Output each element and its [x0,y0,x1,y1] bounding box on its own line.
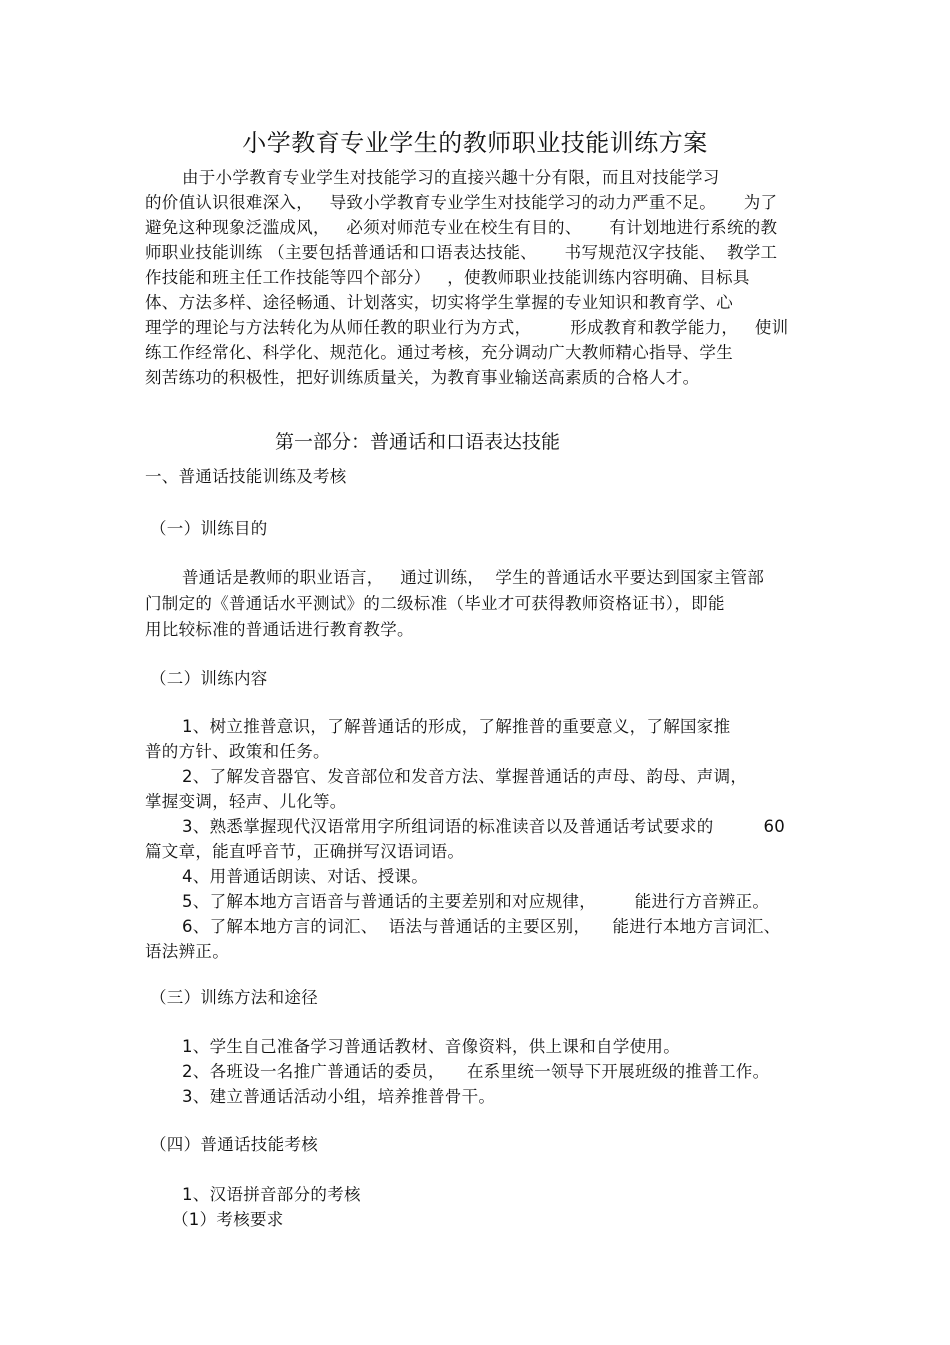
purpose-line-3: 用比较标准的普通话进行教育教学。 [145,620,414,639]
content-line-9: 6、了解本地方言的词汇、 语法与普通话的主要区别， 能进行本地方言词汇、 [182,917,781,936]
content-line-2: 普的方针、政策和任务。 [145,742,330,761]
content-line-7: 4、用普通话朗读、对话、授课。 [182,867,428,886]
assessment-line-2: （1）考核要求 [172,1210,284,1229]
methods-line-2: 2、各班设一名推广普通话的委员， 在系里统一领导下开展班级的推普工作。 [182,1062,770,1081]
content-line-10: 语法辨正。 [145,942,229,961]
intro-line-9: 刻苦练功的积极性，把好训练质量关，为教育事业输送高素质的合格人才。 [145,368,700,387]
subheading-methods: （三）训练方法和途径 [150,988,318,1007]
content-line-6: 篇文章，能直呼音节，正确拼写汉语词语。 [145,842,465,861]
heading-1: 一、普通话技能训练及考核 [145,467,347,486]
purpose-line-1: 普通话是教师的职业语言， 通过训练， 学生的普通话水平要达到国家主管部 [182,568,765,587]
purpose-line-2: 门制定的《普通话水平测试》的二级标准（毕业才可获得教师资格证书），即能 [145,594,725,613]
methods-line-1: 1、学生自己准备学习普通话教材、音像资料，供上课和自学使用。 [182,1037,680,1056]
intro-line-8: 练工作经常化、科学化、规范化。通过考核，充分调动广大教师精心指导、学生 [145,343,733,362]
section-heading: 第一部分：普通话和口语表达技能 [275,431,561,453]
intro-line-7: 理学的理论与方法转化为从师任教的职业行为方式， 形成教育和教学能力， 使训 [145,318,789,337]
content-line-1: 1、树立推普意识，了解普通话的形成，了解推普的重要意义，了解国家推 [182,717,731,736]
assessment-line-1: 1、汉语拼音部分的考核 [182,1185,361,1204]
content-line-5: 3、熟悉掌握现代汉语常用字所组词语的标准读音以及普通话考试要求的 60 [182,817,786,836]
subheading-content: （二）训练内容 [150,669,268,688]
subheading-assessment: （四）普通话技能考核 [150,1135,318,1154]
intro-line-1: 由于小学教育专业学生对技能学习的直接兴趣十分有限，而且对技能学习 [182,168,720,187]
content-line-8: 5、了解本地方言语音与普通话的主要差别和对应规律， 能进行方音辨正。 [182,892,770,911]
subheading-purpose: （一）训练目的 [150,519,268,538]
intro-line-4: 师职业技能训练 （主要包括普通话和口语表达技能、 书写规范汉字技能、 教学工 [145,243,778,262]
intro-line-3: 避免这种现象泛滥成风， 必须对师范专业在校生有目的、 有计划地进行系统的教 [145,218,778,237]
intro-line-5: 作技能和班主任工作技能等四个部分） ，使教师职业技能训练内容明确、目标具 [145,268,750,287]
page-title: 小学教育专业学生的教师职业技能训练方案 [242,129,708,157]
content-line-4: 掌握变调，轻声、儿化等。 [145,792,347,811]
content-line-3: 2、了解发音器官、发音部位和发音方法、掌握普通话的声母、韵母、声调， [182,767,748,786]
intro-line-6: 体、方法多样、途径畅通、计划落实，切实将学生掌握的专业知识和教育学、心 [145,293,733,312]
intro-line-2: 的价值认识很难深入， 导致小学教育专业学生对技能学习的动力严重不足。 为了 [145,193,778,212]
methods-line-3: 3、建立普通话活动小组，培养推普骨干。 [182,1087,496,1106]
